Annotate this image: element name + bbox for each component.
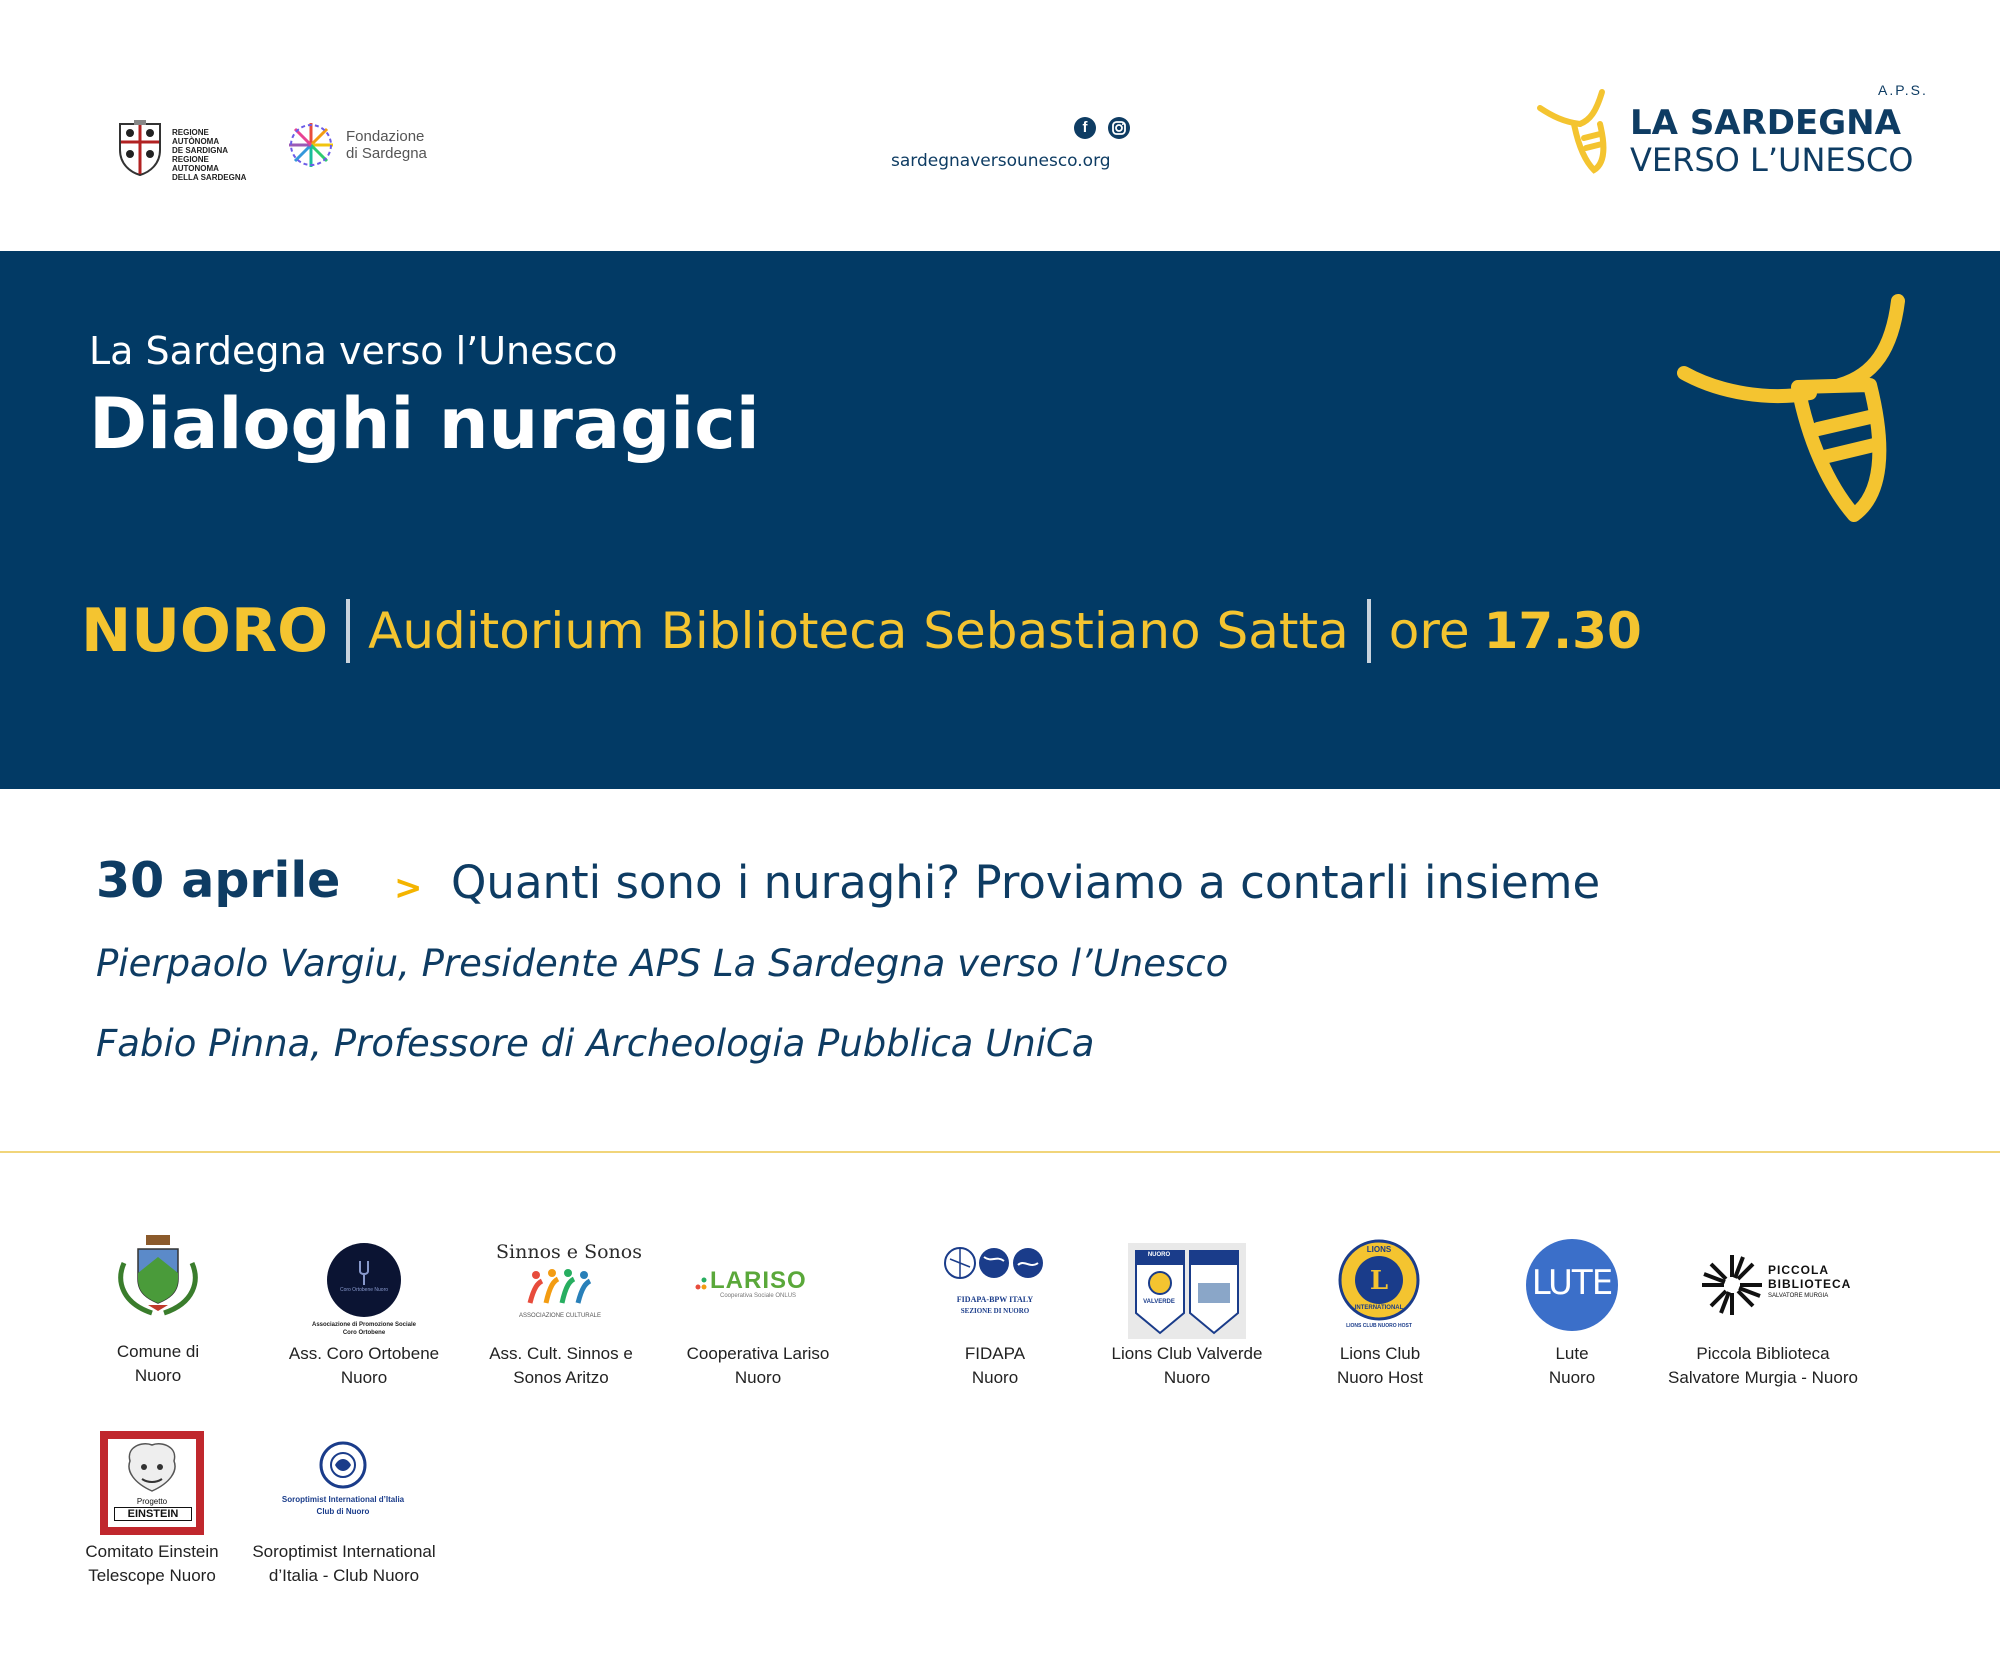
lions-text-club: LIONS CLUB NUORO HOST xyxy=(1346,1323,1412,1329)
venue-separator xyxy=(346,599,350,663)
sinnos-logo-subtitle: ASSOCIAZIONE CULTURALE xyxy=(519,1313,601,1319)
partner-label: Nuoro xyxy=(1163,1368,1211,1387)
partner-label: Lions Club Valverde xyxy=(1111,1344,1263,1363)
partner-label: Nuoro xyxy=(971,1368,1019,1387)
partner-label: Nuoro Host xyxy=(1337,1368,1423,1387)
coro-logo-text: Associazione di Promozione Sociale Coro Ortobene xyxy=(311,1322,417,1336)
lariso-dots-icon xyxy=(694,1275,710,1291)
piccola-logo-line-2: BIBLIOTECA xyxy=(1768,1277,1852,1291)
venue-line xyxy=(81,595,1642,667)
partner-label: Nuoro xyxy=(734,1368,782,1387)
partner-label: Ass. Coro Ortobene xyxy=(288,1344,440,1363)
brand-logo xyxy=(1534,82,1934,182)
partner-label: Telescope Nuoro xyxy=(88,1566,216,1585)
lute-logo-text: LUTE xyxy=(1531,1263,1613,1303)
brand-line-2: VERSO L’UNESCO xyxy=(1630,141,1914,179)
header xyxy=(0,0,2000,251)
fidapa-logo-line-2: SEZIONE DI NUORO xyxy=(960,1307,1030,1315)
partner-label: d’Italia - Club Nuoro xyxy=(268,1566,420,1585)
fondazione-line-2: di Sardegna xyxy=(346,145,427,162)
lions-text-bottom: INTERNATIONAL xyxy=(1354,1305,1404,1311)
regione-line-4: DELLA SARDEGNA xyxy=(172,173,247,182)
event-speaker: Fabio Pinna, Professore di Archeologia Pubblica UniCa xyxy=(96,1022,1095,1065)
fondazione-rosette-icon xyxy=(286,120,336,170)
sinnos-sonos-logo xyxy=(496,1235,642,1325)
soroptimist-logo-line-2: Club di Nuoro xyxy=(316,1507,370,1516)
fidapa-globes-icon xyxy=(944,1245,1046,1281)
sinnos-figures-icon xyxy=(526,1267,594,1307)
banner-subtitle: La Sardegna verso l’Unesco xyxy=(89,329,618,373)
tuning-fork-icon xyxy=(357,1261,371,1285)
regione-crest-icon xyxy=(116,120,164,176)
venue-time-prefix: ore xyxy=(1388,602,1470,660)
regione-sardegna-logo xyxy=(116,118,256,182)
lions-international-logo xyxy=(1338,1239,1420,1331)
svg-text:L: L xyxy=(1369,1266,1389,1296)
lions-text-top: LIONS xyxy=(1366,1245,1392,1254)
partners-section xyxy=(0,1153,2000,1667)
venue-separator xyxy=(1367,599,1371,663)
einstein-logo-line-1: Progetto xyxy=(136,1497,168,1506)
venue-name: Auditorium Biblioteca Sebastiano Satta xyxy=(368,602,1349,660)
partner-label: Comitato Einstein xyxy=(85,1542,219,1561)
partner-label: Sonos Aritzo xyxy=(513,1368,609,1387)
lariso-logo-title: LARISO xyxy=(710,1267,807,1294)
regione-line-1: REGIONE AUTÒNOMA xyxy=(172,128,220,146)
website-link[interactable]: sardegnaversounesco.org xyxy=(891,151,1111,171)
coro-ortobene-logo xyxy=(327,1243,401,1317)
lute-logo xyxy=(1526,1239,1618,1331)
event-talk-title: Quanti sono i nuraghi? Proviamo a contarli insieme xyxy=(451,856,1601,909)
partner-label: Lute xyxy=(1555,1344,1589,1363)
regione-line-2: DE SARDIGNA xyxy=(172,146,229,155)
lions-pennants-icon xyxy=(1134,1249,1240,1335)
instagram-icon[interactable] xyxy=(1108,117,1130,139)
einstein-logo-line-2: EINSTEIN xyxy=(114,1507,192,1521)
venue-city: NUORO xyxy=(81,596,329,666)
partner-label: Nuoro xyxy=(340,1368,388,1387)
coro-logo-inner: Coro Ortobene Nuoro xyxy=(339,1287,389,1293)
event-arrow: > xyxy=(394,868,423,908)
facebook-icon[interactable]: f xyxy=(1074,117,1096,139)
partner-label: Piccola Biblioteca xyxy=(1696,1344,1830,1363)
banner-title: Dialoghi nuragici xyxy=(89,383,760,465)
einstein-logo xyxy=(100,1431,204,1535)
sinnos-logo-title: Sinnos e Sonos xyxy=(496,1241,642,1263)
soroptimist-logo xyxy=(268,1441,418,1531)
event-speaker: Pierpaolo Vargiu, Presidente APS La Sardegna verso l’Unesco xyxy=(96,942,1229,985)
partner-label: FIDAPA xyxy=(964,1344,1026,1363)
brand-aps: A.P.S. xyxy=(1878,82,1928,98)
soroptimist-logo-line-1: Soroptimist International d’Italia xyxy=(281,1495,405,1504)
soroptimist-emblem-icon xyxy=(319,1441,367,1489)
lariso-logo xyxy=(694,1267,824,1303)
einstein-portrait-icon xyxy=(122,1441,182,1495)
partner-label: Nuoro xyxy=(134,1366,182,1385)
nuragic-figure-icon xyxy=(1660,289,1920,529)
piccola-logo-line-1: PICCOLA xyxy=(1768,1263,1829,1277)
partner-label: Comune di xyxy=(116,1342,200,1361)
partner-label: Cooperativa Lariso xyxy=(686,1344,830,1363)
starburst-icon xyxy=(1700,1253,1764,1317)
lions-valverde-text-2: VALVERDE xyxy=(1143,1299,1175,1305)
fidapa-logo-line-1: FIDAPA-BPW ITALY xyxy=(956,1295,1034,1304)
partner-label: Lions Club xyxy=(1339,1344,1421,1363)
piccola-logo-line-3: SALVATORE MURGIA xyxy=(1768,1293,1829,1299)
fondazione-line-1: Fondazione xyxy=(346,128,425,145)
lions-valverde-text-1: NUORO xyxy=(1147,1252,1171,1258)
partner-label: Nuoro xyxy=(1548,1368,1596,1387)
lariso-logo-subtitle: Cooperativa Sociale ONLUS xyxy=(720,1293,797,1299)
partner-label: Salvatore Murgia - Nuoro xyxy=(1668,1368,1858,1387)
brand-line-1: LA SARDEGNA xyxy=(1630,103,1901,143)
event-date: 30 aprile xyxy=(96,852,341,909)
venue-time: 17.30 xyxy=(1483,602,1642,660)
partner-label: Ass. Cult. Sinnos e xyxy=(489,1344,633,1363)
comune-crest-icon xyxy=(112,1233,204,1317)
fidapa-logo xyxy=(940,1245,1050,1331)
event-banner xyxy=(0,251,2000,789)
nuragic-figure-small-icon xyxy=(1534,84,1630,180)
lions-valverde-logo xyxy=(1128,1243,1246,1339)
piccola-biblioteca-logo xyxy=(1700,1253,1852,1317)
partner-label: Soroptimist International xyxy=(252,1542,436,1561)
fondazione-sardegna-logo xyxy=(286,120,446,172)
regione-line-3: REGIONE AUTONOMA xyxy=(172,155,219,173)
